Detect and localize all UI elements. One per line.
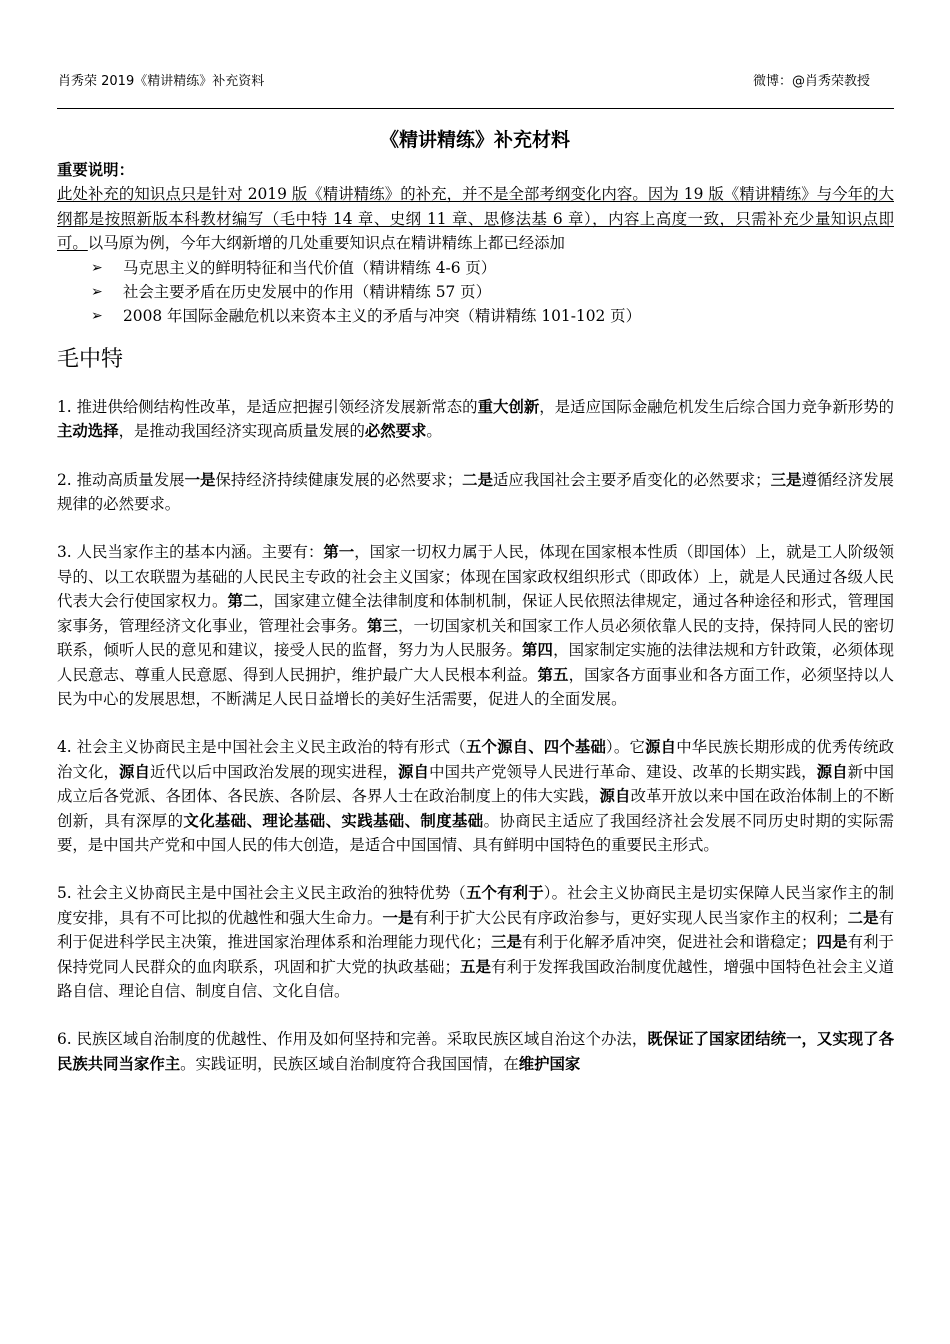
note-bullet-list bbox=[57, 256, 894, 329]
emphasis-text: 二是 bbox=[462, 470, 493, 489]
arrow-bullet-icon: ➢ bbox=[91, 284, 103, 301]
emphasis-text: 主动选择 bbox=[57, 422, 119, 441]
emphasis-text: 第四 bbox=[522, 641, 554, 660]
paragraph-text: 中华民族长期形成的优秀传统政治文化， bbox=[57, 738, 894, 781]
arrow-bullet-icon: ➢ bbox=[91, 259, 103, 276]
emphasis-text: 维护国家 bbox=[518, 1054, 581, 1073]
paragraph-text: 。协商民主适应了我国经济社会发展不同历史时期的实际需要，是中国共产党和中国人民的伟大创造，是适合中国国情、具有鲜明中国特色的重要民主形式。 bbox=[57, 811, 894, 854]
paragraph-text: ，是推动我国经济实现高质量发展的 bbox=[118, 422, 365, 441]
note-rest-text: 以马原为例，今年大纲新增的几处重要知识点在精讲精练上都已经添加 bbox=[87, 234, 565, 253]
paragraph-text: 4. 社会主义协商民主是中国社会主义民主政治的特有形式（ bbox=[57, 738, 466, 757]
paragraph-text: ，国家各方面事业和各方面工作，必须坚持以人民为中心的发展思想，不断满足人民日益增长的美好生活需要，促进人的全面发展。 bbox=[57, 665, 894, 708]
paragraph-text: 中国共产党领导人民进行革命、建设、改革的长期实践， bbox=[429, 762, 817, 781]
paragraph-gap bbox=[57, 857, 894, 881]
section-paragraph-1 bbox=[57, 395, 894, 444]
emphasis-text: 第二 bbox=[227, 592, 259, 611]
emphasis-text: 源自 bbox=[645, 738, 677, 757]
note-bullet-text: 社会主要矛盾在历史发展中的作用（精讲精练 57 页） bbox=[123, 283, 491, 302]
paragraph-text: 。 bbox=[426, 422, 442, 441]
paragraph-text: 遵循经济发展规律的必然要求。 bbox=[57, 470, 894, 514]
paragraph-text: 新中国成立后各党派、各团体、各民族、各阶层、各界人士在政治制度上的伟大实践， bbox=[57, 762, 894, 806]
note-bullet-item bbox=[57, 256, 894, 280]
paragraph-text: 。实践证明，民族区域自治制度符合我国国情，在 bbox=[180, 1054, 519, 1073]
paragraph-text: 有利于扩大公民有序政治参与，更好实现人民当家作主的权利； bbox=[413, 908, 848, 927]
emphasis-text: 三是 bbox=[770, 470, 802, 489]
paragraph-text: ，国家一切权力属于人民，体现在国家根本性质（即国体）上，就是工人阶级领导的、以工农联盟为基础的人民民主专政的社会主义国家；体现在国家政权组织形式（即政体）上，就是人民通过各级人民代表大会行使国家权力。 bbox=[57, 543, 894, 611]
paragraph-gap bbox=[57, 444, 894, 468]
emphasis-text: 四是 bbox=[816, 933, 848, 952]
document-body bbox=[57, 158, 894, 1076]
paragraph-text: 保持经济持续健康发展的必然要求； bbox=[215, 470, 463, 489]
paragraph-gap bbox=[57, 711, 894, 735]
paragraph-text: 有利于发挥我国政治制度优越性，增强中国特色社会主义道路自信、理论自信、制度自信、文化自信。 bbox=[57, 957, 894, 1000]
note-label: 重要说明： bbox=[57, 161, 134, 179]
paragraph-text: ，一切国家机关和国家工作人员必须依靠人民的支持，保持同人民的密切联系，倾听人民的意见和建议，接受人民的监督，努力为人民服务。 bbox=[57, 616, 894, 660]
emphasis-text: 重大创新 bbox=[477, 397, 540, 416]
note-bullet-item bbox=[57, 280, 894, 304]
emphasis-text: 源自 bbox=[816, 762, 848, 781]
emphasis-text: 五是 bbox=[459, 957, 492, 976]
emphasis-text: 第一 bbox=[323, 543, 355, 562]
emphasis-text: 既保证了国家团结统一，又实现了各民族共同当家作主 bbox=[57, 1030, 894, 1073]
emphasis-text: 源自 bbox=[599, 787, 631, 806]
note-bullet-text: 2008 年国际金融危机以来资本主义的矛盾与冲突（精讲精练 101-102 页） bbox=[123, 307, 641, 326]
emphasis-text: 源自 bbox=[398, 762, 430, 781]
header-right-text: 微博：@肖秀荣教授 bbox=[752, 74, 870, 89]
paragraph-text: 6. 民族区域自治制度的优越性、作用及如何坚持和完善。采取民族区域自治这个办法， bbox=[57, 1030, 648, 1049]
paragraph-text: 近代以后中国政治发展的现实进程， bbox=[150, 762, 399, 781]
paragraph-text: ）。社会主义协商民主是切实保障人民当家作主的制度安排，具有不可比拟的优越性和强大生命力。 bbox=[57, 884, 894, 927]
section-paragraph-6 bbox=[57, 1027, 894, 1076]
emphasis-text: 文化基础、理论基础、实践基础、制度基础 bbox=[183, 811, 484, 830]
paragraph-text: 有利于保持党同人民群众的血肉联系，巩固和扩大党的执政基础； bbox=[57, 933, 894, 976]
paragraph-text: 有利于化解矛盾冲突，促进社会和谐稳定； bbox=[522, 933, 817, 952]
paragraph-text: ，国家建立健全法律制度和体制机制，保证人民依照法律规定，通过各种途径和形式，管理国家事务，管理经济文化事业，管理社会事务。 bbox=[57, 592, 894, 635]
paragraph-text: 5. 社会主义协商民主是中国社会主义民主政治的独特优势（ bbox=[57, 884, 466, 903]
emphasis-text: 二是 bbox=[847, 908, 879, 927]
note-underlined-text: 此处补充的知识点只是针对 2019 版《精讲精练》的补充，并不是全部考纲变化内容。因为 19 版《精讲精练》与今年的大纲都是按照新版本科教材编写（毛中特 14 章、史纲 11 章、思修法基 6 章），内容上高度一致，只需补充少量知识点即可。 bbox=[57, 185, 894, 253]
section-paragraph-5 bbox=[57, 881, 894, 1003]
paragraph-text: 2. 推动高质量发展 bbox=[57, 470, 185, 489]
arrow-bullet-icon: ➢ bbox=[91, 308, 103, 325]
paragraph-text: 改革开放以来中国在政治体制上的不断创新，具有深厚的 bbox=[57, 787, 894, 830]
emphasis-text: 第五 bbox=[537, 665, 569, 684]
emphasis-text: 五个有利于 bbox=[465, 884, 544, 903]
emphasis-text: 必然要求 bbox=[364, 422, 427, 441]
section-paragraph-3 bbox=[57, 540, 894, 711]
paragraph-text: ）。它 bbox=[606, 738, 646, 757]
section-paragraphs bbox=[57, 395, 894, 1076]
paragraph-text: ，是适应国际金融危机发生后综合国力竞争新形势的 bbox=[539, 397, 894, 416]
paragraph-text: 有利于促进科学民主决策，推进国家治理体系和治理能力现代化； bbox=[57, 908, 894, 952]
header-divider bbox=[57, 108, 894, 109]
emphasis-text: 三是 bbox=[490, 933, 523, 952]
paragraph-text: 1. 推进供给侧结构性改革，是适应把握引领经济发展新常态的 bbox=[57, 397, 478, 416]
paragraph-gap bbox=[57, 516, 894, 540]
paragraph-text: 3. 人民当家作主的基本内涵。主要有： bbox=[57, 543, 324, 562]
emphasis-text: 五个源自、四个基础 bbox=[465, 738, 607, 757]
emphasis-text: 第三 bbox=[367, 616, 399, 635]
section-paragraph-4 bbox=[57, 735, 894, 857]
emphasis-text: 一是 bbox=[382, 908, 414, 927]
note-bullet-text: 马克思主义的鲜明特征和当代价值（精讲精练 4-6 页） bbox=[123, 258, 497, 277]
paragraph-gap bbox=[57, 1003, 894, 1027]
header-left-text: 肖秀荣 2019《精讲精练》补充资料 bbox=[58, 74, 265, 89]
note-paragraph bbox=[57, 182, 894, 255]
emphasis-text: 一是 bbox=[184, 470, 216, 489]
document-title: 《精讲精练》补充材料 bbox=[379, 129, 570, 151]
section-heading: 毛中特 bbox=[57, 346, 124, 372]
paragraph-text: ，国家制定实施的法律法规和方针政策，必须体现人民意志、尊重人民意愿、得到人民拥护，维护最广大人民根本利益。 bbox=[57, 641, 894, 684]
note-bullet-item bbox=[57, 304, 894, 328]
section-paragraph-2 bbox=[57, 468, 894, 517]
emphasis-text: 源自 bbox=[119, 762, 151, 781]
paragraph-text: 适应我国社会主要矛盾变化的必然要求； bbox=[493, 470, 771, 489]
